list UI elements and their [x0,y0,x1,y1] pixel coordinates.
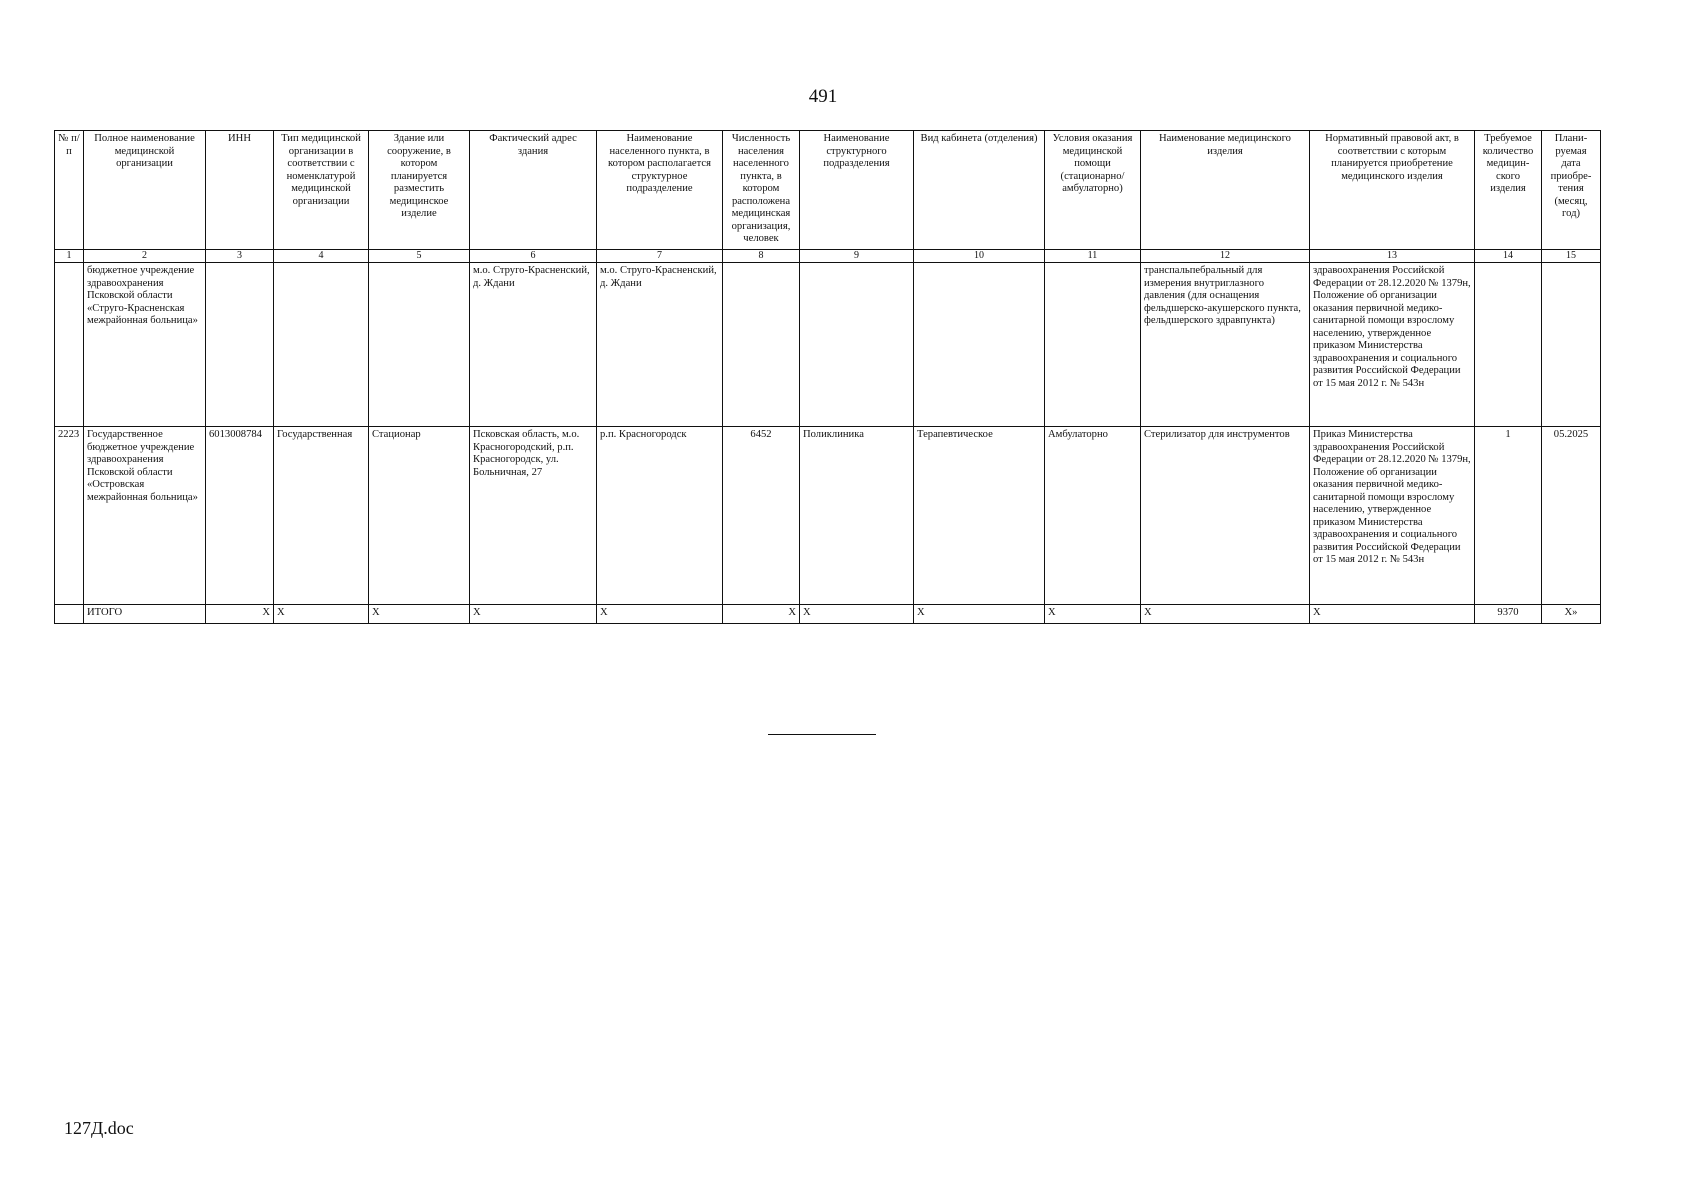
page-number: 491 [808,86,838,107]
total-cell: X» [1542,605,1601,624]
footer-filename: 127Д.doc [64,1118,134,1138]
quantity-cell [1475,263,1542,427]
header-cell: Фактический адрес здания [470,131,597,250]
legal-act-cell: Приказ Министерства здравоохранения Российской Федерации от 28.12.2020 № 1379н, Положение об организации оказания первичной медико-санитарной помощи взрослому населению, утвержденное приказом Министерства здравоохранения и социального развития Российской Федерации от 15 мая 2012 г. № 543н [1310,427,1475,605]
table-row [55,263,1601,427]
quantity-cell: 1 [1475,427,1542,605]
column-number: 13 [1310,250,1475,263]
inn-cell [206,263,274,427]
header-cell: Наименование медицинского изделия [1141,131,1310,250]
header-cell: ИНН [206,131,274,250]
column-number: 11 [1045,250,1141,263]
table-row [55,427,1601,605]
header-cell: Полное наименование медицинской организации [84,131,206,250]
header-cell: Плани-руемая дата приобре-тения (месяц, год) [1542,131,1601,250]
header-cell: Вид кабинета (отделения) [914,131,1045,250]
organization-name-cell: Государственное бюджетное учреждение здравоохранения Псковской области «Островская межрайонная больница» [84,427,206,605]
organization-name-cell: бюджетное учреждение здравоохранения Псковской области «Струго-Красненская межрайонная больница» [84,263,206,427]
address-cell: м.о. Струго-Красненский, д. Ждани [470,263,597,427]
purchase-date-cell: 05.2025 [1542,427,1601,605]
separator-line [768,734,876,735]
building-cell: Стационар [369,427,470,605]
header-cell: Нормативный правовой акт, в соответствии с которым планируется приобретение медицинского изделия [1310,131,1475,250]
column-number-row [55,250,1601,263]
total-cell: X [274,605,369,624]
organization-type-cell: Государственная [274,427,369,605]
total-cell: X [206,605,274,624]
population-cell: 6452 [723,427,800,605]
column-number: 12 [1141,250,1310,263]
total-cell: X [1310,605,1475,624]
column-number: 6 [470,250,597,263]
column-number: 9 [800,250,914,263]
legal-act-cell: здравоохранения Российской Федерации от 28.12.2020 № 1379н, Положение об организации оказания первичной медико-санитарной помощи взрослому населению, утвержденное приказом Министерства здравоохранения и социального развития Российской Федерации от 15 мая 2012 г. № 543н [1310,263,1475,427]
care-conditions-cell: Амбулаторно [1045,427,1141,605]
population-cell [723,263,800,427]
row-number-cell [55,263,84,427]
address-cell: Псковская область, м.о. Красногородский, р.п. Красногородск, ул. Больничная, 27 [470,427,597,605]
total-cell: X [1045,605,1141,624]
column-number: 5 [369,250,470,263]
total-cell: X [723,605,800,624]
total-cell: X [470,605,597,624]
header-cell: Здание или сооружение, в котором планируется разместить медицинское изделие [369,131,470,250]
column-number: 7 [597,250,723,263]
column-number: 3 [206,250,274,263]
header-cell: Наименование населенного пункта, в котором располагается структурное подразделение [597,131,723,250]
total-cell: X [369,605,470,624]
purchase-date-cell [1542,263,1601,427]
settlement-cell: р.п. Красногородск [597,427,723,605]
settlement-cell: м.о. Струго-Красненский, д. Ждани [597,263,723,427]
row-number-cell: 2223 [55,427,84,605]
care-conditions-cell [1045,263,1141,427]
total-cell: X [800,605,914,624]
subdivision-cell [800,263,914,427]
device-name-cell: транспальпебральный для измерения внутриглазного давления (для оснащения фельдшерско-акушерского пункта, фельдшерского здравпункта) [1141,263,1310,427]
organization-type-cell [274,263,369,427]
column-number: 15 [1542,250,1601,263]
subdivision-cell: Поликлиника [800,427,914,605]
office-type-cell: Терапевтическое [914,427,1045,605]
header-cell: Численность населения населенного пункта, в котором расположена медицинская организация, человек [723,131,800,250]
total-cell: X [597,605,723,624]
header-cell: Наименование структурного подразделения [800,131,914,250]
column-number: 2 [84,250,206,263]
header-cell: Тип медицинской организации в соответствии с номенклатурой медицинской организации [274,131,369,250]
column-number: 14 [1475,250,1542,263]
header-row [55,131,1601,250]
total-cell: X [914,605,1045,624]
medical-equipment-table [54,130,1601,624]
header-cell: Условия оказания медицинской помощи (стационарно/ амбулаторно) [1045,131,1141,250]
column-number: 10 [914,250,1045,263]
total-cell: X [1141,605,1310,624]
total-row [55,605,1601,624]
total-label: ИТОГО [84,605,206,624]
device-name-cell: Стерилизатор для инструментов [1141,427,1310,605]
header-cell: № п/п [55,131,84,250]
inn-cell: 6013008784 [206,427,274,605]
building-cell [369,263,470,427]
total-quantity-cell: 9370 [1475,605,1542,624]
header-cell: Требуемое количество медицин-ского изделия [1475,131,1542,250]
total-cell [55,605,84,624]
office-type-cell [914,263,1045,427]
column-number: 8 [723,250,800,263]
column-number: 4 [274,250,369,263]
column-number: 1 [55,250,84,263]
